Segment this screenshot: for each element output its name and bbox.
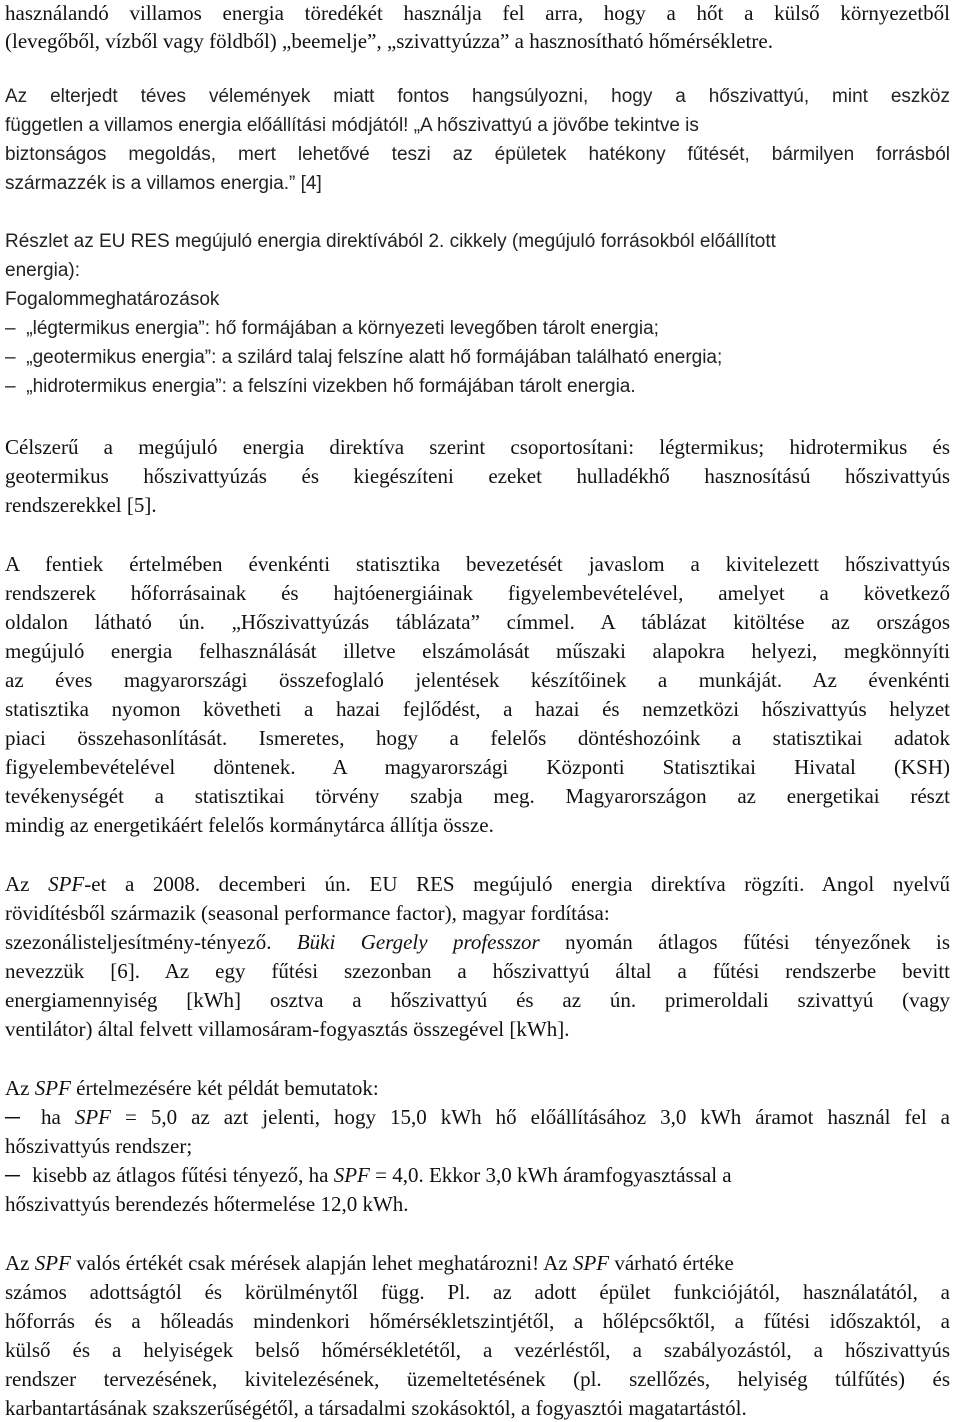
- text-segment: származzék is a villamos energia.” [4]: [5, 173, 322, 194]
- text-line: [5, 1279, 950, 1305]
- text-segment: ventilátor) által felvett villamosáram-fogyasztás összegével [kWh].: [5, 1017, 570, 1041]
- text-line: [5, 258, 950, 284]
- text-line: [5, 84, 950, 110]
- text-line: [5, 434, 950, 460]
- text-line: [5, 696, 950, 722]
- text-line: [5, 374, 950, 400]
- text-line: [5, 1308, 950, 1334]
- text-line: [5, 1191, 950, 1217]
- text-line: [5, 638, 950, 664]
- text-segment: tevékenységét a statisztikai törvény szabja meg. Magyarországon az energetikai részt: [5, 784, 950, 808]
- text-segment: (levegőből, vízből vagy földből) „beemelje”, „szivattyúzza” a hasznosítható hőmérsékletre.: [5, 29, 773, 53]
- text-segment: Részlet az EU RES megújuló energia direktívából 2. cikkely (megújuló forrásokból előállított: [5, 231, 776, 252]
- text-line: [5, 812, 950, 838]
- text-segment: várható értéke: [609, 1251, 734, 1275]
- text-segment: = 5,0 az azt jelenti, hogy 15,0 kWh hő előállításához 3,0 kWh áramot használ fel a: [111, 1105, 950, 1129]
- text-segment: hőforrás és a hőleadás mindenkori hőmérsékletszintjétől, a hőlépcsőktől, a fűtési időszaktól, a: [5, 1309, 950, 1333]
- text-line: [5, 1250, 950, 1276]
- text-line: [5, 1395, 950, 1421]
- text-segment: figyelembevételével döntenek. A magyarországi Központi Statisztikai Hivatal (KSH): [5, 755, 950, 779]
- list-dash: –: [5, 318, 16, 339]
- list-bullet-line: ─: [5, 1105, 20, 1129]
- text-segment: rövidítésből származik (seasonal performance factor), magyar fordítása:: [5, 901, 610, 925]
- text-line: [5, 492, 950, 518]
- list-dash: –: [5, 347, 16, 368]
- text-line: [5, 316, 950, 342]
- text-segment: A fentiek értelmében évenkénti statisztika bevezetését javaslom a kivitelezett hőszivattyús: [5, 552, 950, 576]
- text-line: [5, 871, 950, 897]
- text-segment: rendszerek hőforrásainak és hajtóenergiáinak figyelembevételével, amelyet a következő: [5, 581, 950, 605]
- text-line: [5, 667, 950, 693]
- text-segment: nevezzük [6]. Az egy fűtési szezonban a hőszivattyú által a fűtési rendszerbe bevitt: [5, 959, 950, 983]
- text-line: [5, 1104, 950, 1130]
- text-segment: hőszivattyús berendezés hőtermelése 12,0 kWh.: [5, 1192, 409, 1216]
- text-segment: „geotermikus energia”: a szilárd talaj felszíne alatt hő formájában található energia;: [26, 347, 723, 368]
- text-line: [5, 1133, 950, 1159]
- text-segment: = 4,0. Ekkor 3,0 kWh áramfogyasztással a: [369, 1163, 732, 1187]
- text-segment: valós értékét csak mérések alapján lehet meghatározni! Az: [70, 1251, 573, 1275]
- text-line: [5, 1162, 950, 1188]
- text-segment: energiamennyiség [kWh] osztva a hőszivattyú és az ún. primeroldali szivattyú (vagy: [5, 988, 950, 1012]
- text-line: [5, 1016, 950, 1042]
- text-line: [5, 900, 950, 926]
- text-line: [5, 229, 950, 255]
- text-line: [5, 929, 950, 955]
- italic-text: SPF: [34, 1076, 71, 1100]
- text-line: [5, 1075, 950, 1101]
- text-segment: értelmezésére két példát bemutatok:: [70, 1076, 379, 1100]
- text-segment: az éves magyarországi összefoglaló jelentések készítőinek a munkáját. Az évenkénti: [5, 668, 950, 692]
- text-segment: hőszivattyús rendszer;: [5, 1134, 193, 1158]
- text-segment: Célszerű a megújuló energia direktíva szerint csoportosítani: légtermikus; hidrotermikus és: [5, 435, 950, 459]
- text-line: [5, 725, 950, 751]
- text-segment: Az: [5, 1076, 35, 1100]
- text-line: [5, 113, 950, 139]
- text-line: [5, 28, 950, 54]
- text-line: [5, 287, 950, 313]
- text-line: [5, 580, 950, 606]
- italic-text: SPF: [333, 1163, 370, 1187]
- text-segment: Fogalommeghatározások: [5, 289, 220, 310]
- text-segment: „légtermikus energia”: hő formájában a környezeti levegőben tárolt energia;: [26, 318, 659, 339]
- list-dash: –: [5, 376, 16, 397]
- italic-text: SPF: [572, 1251, 610, 1275]
- text-segment: rendszer tervezésének, kivitelezésének, üzemeltetésének (pl. szellőzés, helyiség túlfűtés) és: [5, 1367, 950, 1391]
- text-line: [5, 171, 950, 197]
- text-segment: geotermikus hőszivattyúzás és kiegészíteni ezeket hulladékhő hasznosítású hőszivattyús: [5, 464, 950, 488]
- text-line: [5, 142, 950, 168]
- text-line: [5, 754, 950, 780]
- text-segment: számos adottságtól és körülménytől függ. Pl. az adott épület funkciójától, használatától, a: [5, 1280, 950, 1304]
- text-segment: külső és a helyiségek belső hőmérsékletétől, a vezérléstől, a szabályozástól, a hőszivattyús: [5, 1338, 950, 1362]
- text-segment: biztonságos megoldás, mert lehetővé teszi az épületek hatékony fűtését, bármilyen forrásból: [5, 144, 950, 165]
- text-line: [5, 0, 950, 26]
- text-line: [5, 1366, 950, 1392]
- text-segment: Az: [5, 1251, 35, 1275]
- italic-text: SPF: [74, 1105, 112, 1129]
- text-segment: rendszerekkel [5].: [5, 493, 157, 517]
- text-segment: szezonálisteljesítmény-tényező.: [5, 930, 297, 954]
- text-line: [5, 609, 950, 635]
- text-line: [5, 463, 950, 489]
- list-bullet-line: ─: [5, 1163, 20, 1187]
- text-segment: mindig az energetikáért felelős kormánytárca állítja össze.: [5, 813, 494, 837]
- text-line: [5, 1337, 950, 1363]
- text-segment: kisebb az átlagos fűtési tényező, ha: [32, 1163, 334, 1187]
- text-segment: független a villamos energia előállítási módjától! „A hőszivattyú a jövőbe tekintve is: [5, 115, 699, 136]
- text-line: [5, 987, 950, 1013]
- text-segment: „hidrotermikus energia”: a felszíni vizekben hő formájában tárolt energia.: [26, 376, 636, 397]
- text-segment: megújuló energia felhasználását illetve elszámolását műszaki alapokra helyezi, megkönnyíti: [5, 639, 950, 663]
- text-segment: ha: [41, 1105, 75, 1129]
- text-line: [5, 783, 950, 809]
- text-segment: oldalon látható ún. „Hőszivattyúzás táblázata” címmel. A táblázat kitöltése az országos: [5, 610, 950, 634]
- italic-text: SPF: [48, 872, 85, 896]
- text-segment: Az elterjedt téves vélemények miatt fontos hangsúlyozni, hogy a hőszivattyú, mint eszköz: [5, 86, 950, 107]
- text-line: [5, 345, 950, 371]
- text-segment: -et a 2008. decemberi ún. EU RES megújuló energia direktíva rögzíti. Angol nyelvű: [84, 872, 950, 896]
- italic-text: SPF: [34, 1251, 71, 1275]
- text-line: [5, 551, 950, 577]
- text-line: [5, 958, 950, 984]
- text-segment: statisztika nyomon követheti a hazai fejlődést, a hazai és nemzetközi hőszivattyús helyzet: [5, 697, 950, 721]
- text-segment: piaci összehasonlítását. Ismeretes, hogy a felelős döntéshozóink a statisztikai adatok: [5, 726, 950, 750]
- text-segment: nyomán átlagos fűtési tényezőnek is: [539, 930, 951, 954]
- text-segment: karbantartásának szakszerűségétől, a társadalmi szokásoktól, a fogyasztói magatartástól.: [5, 1396, 747, 1420]
- text-segment: energia):: [5, 260, 80, 281]
- text-segment: használandó villamos energia töredékét használja fel arra, hogy a hőt a külső környezetből: [5, 1, 950, 25]
- italic-text: Büki Gergely professzor: [296, 930, 540, 954]
- text-segment: Az: [5, 872, 49, 896]
